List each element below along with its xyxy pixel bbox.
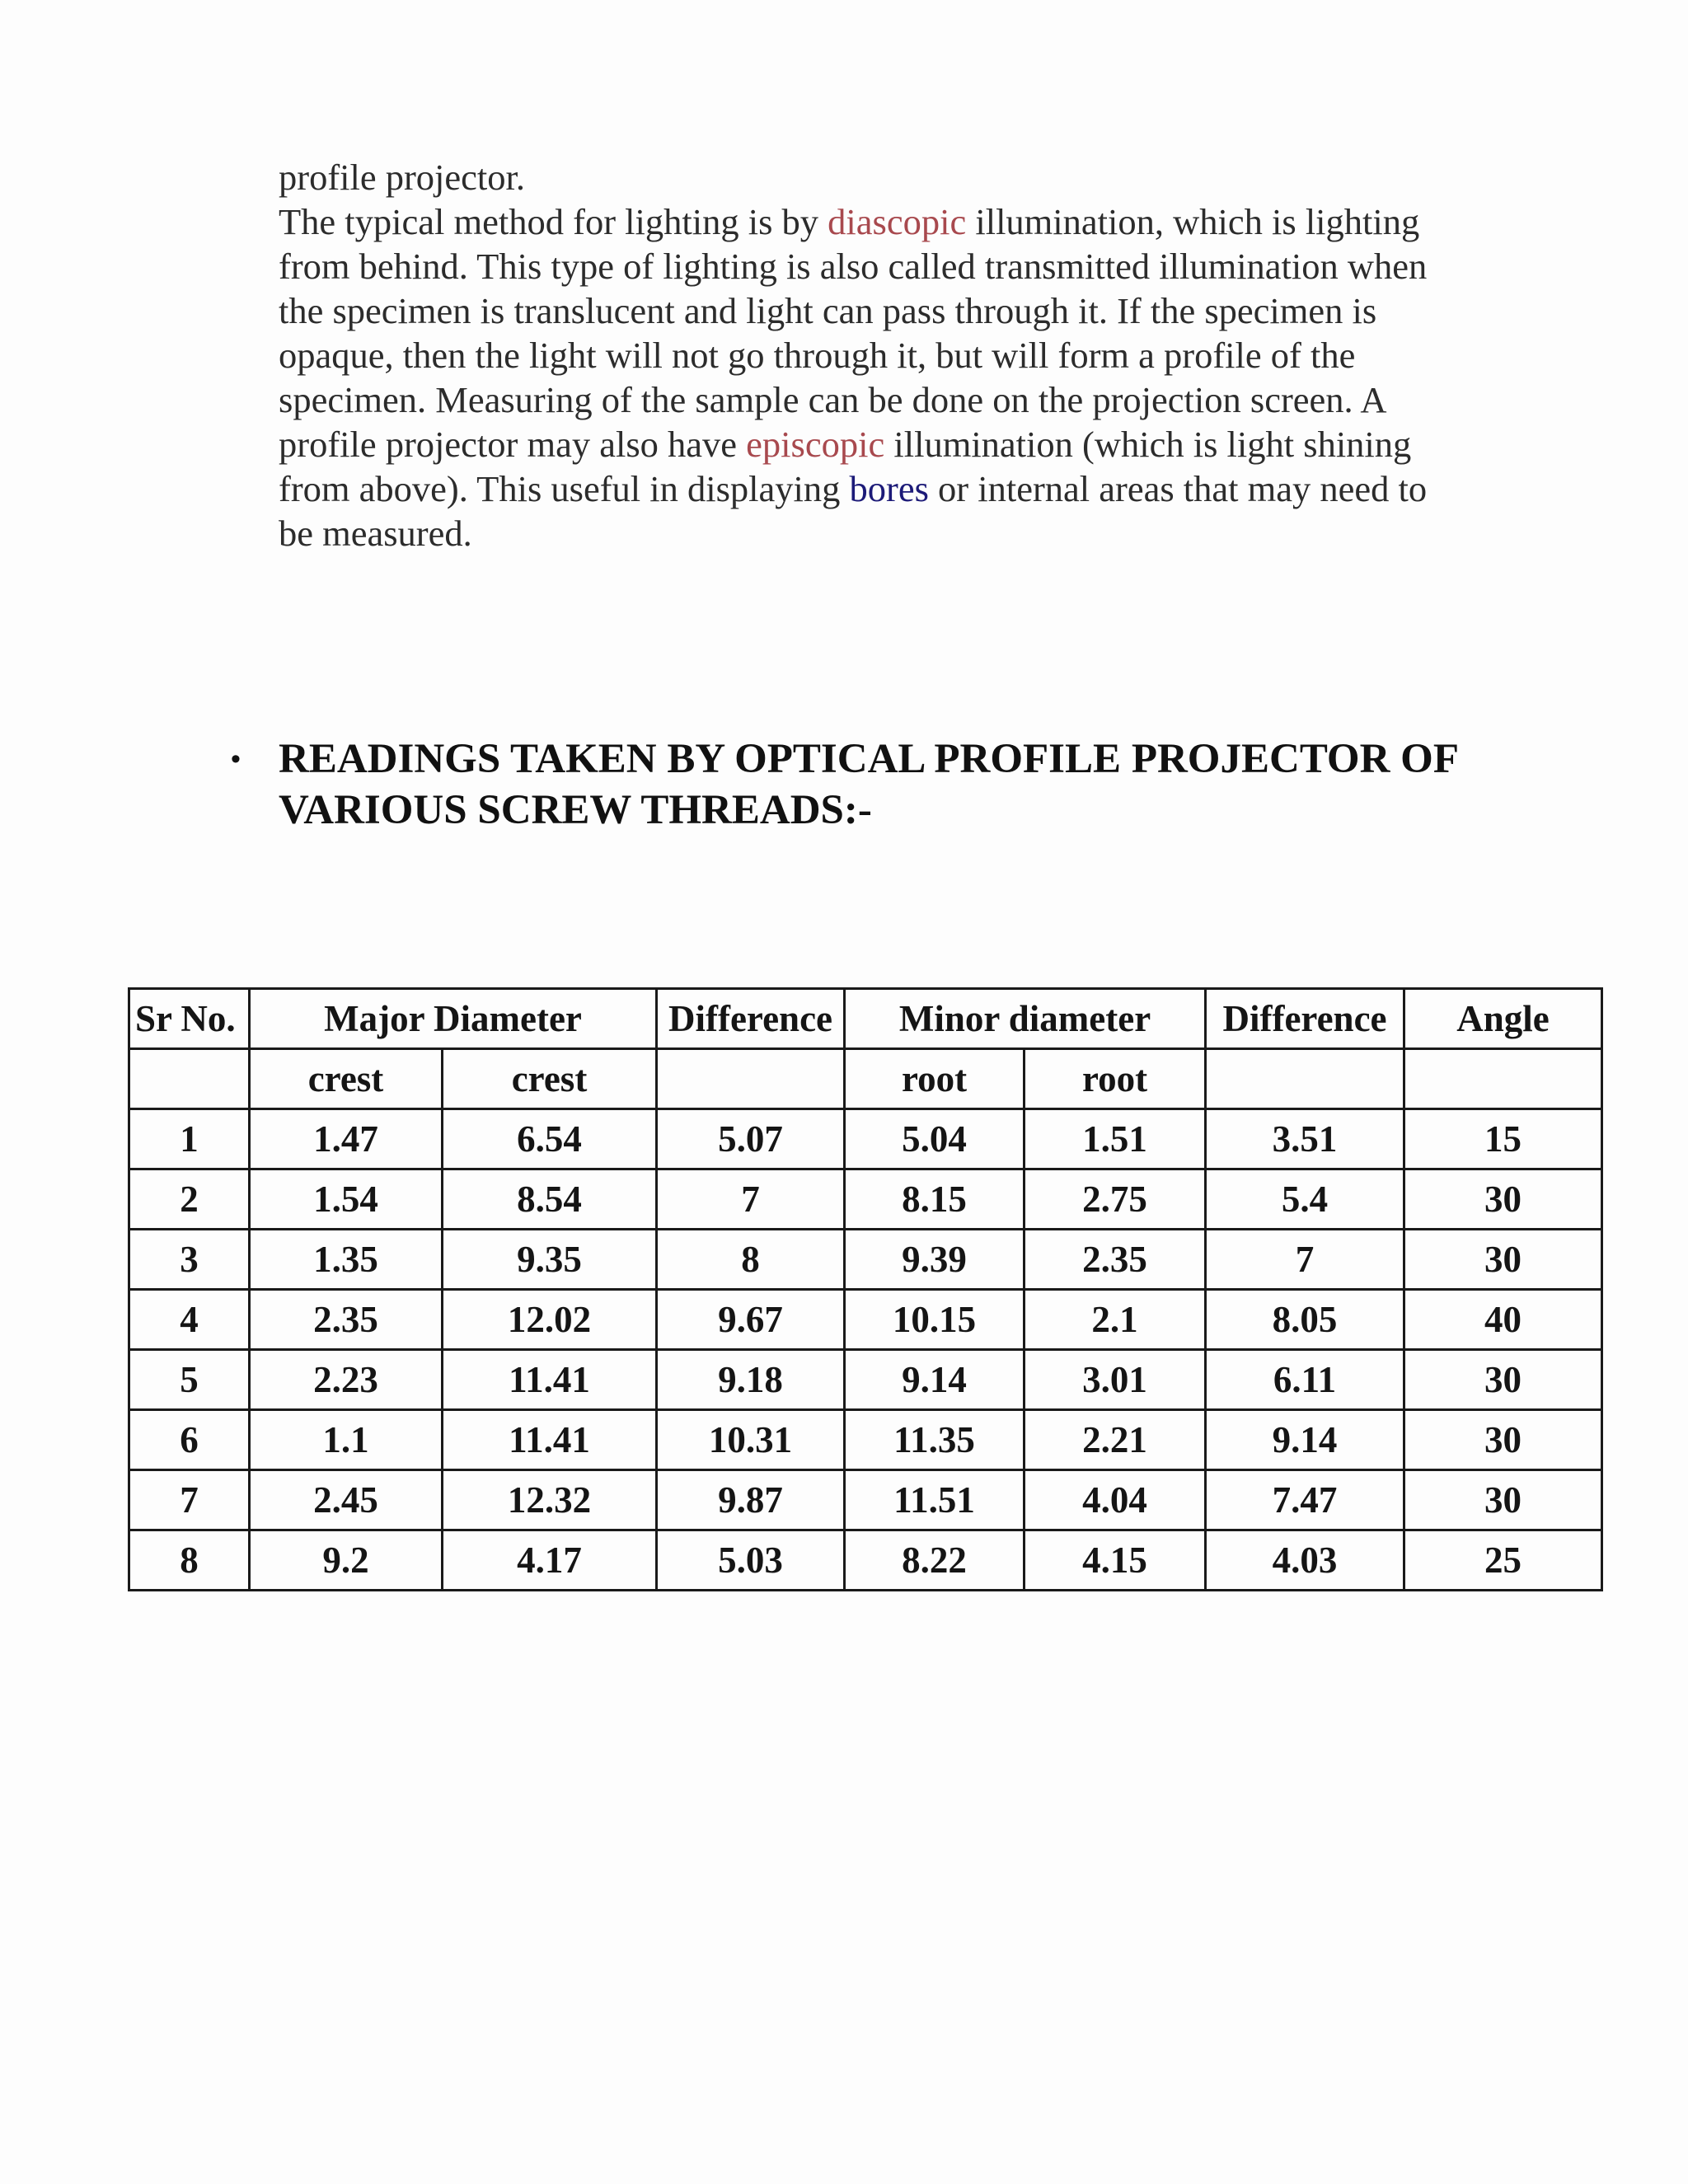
subheader-cell [129,1049,250,1109]
table-row [129,1470,1602,1530]
cell-major-crest: 1.1 [250,1410,443,1470]
readings-table-body [129,989,1602,1591]
table-row [129,1109,1602,1169]
cell-minor-root: 11.35 [845,1410,1025,1470]
table-row [129,1410,1602,1470]
header-angle: Angle [1404,989,1602,1049]
cell-major-crest: 11.41 [443,1350,657,1410]
diascopic-link[interactable]: diascopic [828,201,967,242]
cell-major-crest: 2.45 [250,1470,443,1530]
paragraph-line: opaque, then the light will not go through it, but will form a profile of the [279,335,1356,376]
paragraph-line: the specimen is translucent and light can pass through it. If the specimen is [279,290,1377,331]
paragraph-text: The typical method for lighting is by [279,201,828,242]
paragraph-line: profile projector. [279,157,526,198]
cell-difference: 5.03 [657,1530,845,1591]
cell-major-crest: 12.32 [443,1470,657,1530]
cell-minor-root: 5.04 [845,1109,1025,1169]
readings-table [128,987,1603,1591]
cell-difference: 6.11 [1206,1350,1404,1410]
header-minor-diameter: Minor diameter [845,989,1206,1049]
cell-angle: 25 [1404,1530,1602,1591]
table-row [129,1350,1602,1410]
cell-minor-root: 1.51 [1025,1109,1206,1169]
cell-minor-root: 4.15 [1025,1530,1206,1591]
bullet-icon: • [231,743,241,775]
subheader-crest: crest [250,1049,443,1109]
subheader-root: root [1025,1049,1206,1109]
paragraph-line [279,466,1498,511]
cell-sr-no: 3 [129,1230,250,1290]
cell-major-crest: 9.35 [443,1230,657,1290]
paragraph-text: profile projector may also have [279,424,747,465]
table-row [129,1169,1602,1230]
paragraph-line: specimen. Measuring of the sample can be done on the projection screen. A [279,379,1387,420]
cell-minor-root: 11.51 [845,1470,1025,1530]
cell-minor-root: 2.75 [1025,1169,1206,1230]
subheader-cell [1404,1049,1602,1109]
table-row [129,1230,1602,1290]
cell-sr-no: 8 [129,1530,250,1591]
table-subheader-row [129,1049,1602,1109]
cell-minor-root: 2.1 [1025,1290,1206,1350]
cell-major-crest: 1.35 [250,1230,443,1290]
cell-minor-root: 9.14 [845,1350,1025,1410]
header-major-diameter: Major Diameter [250,989,657,1049]
header-difference: Difference [657,989,845,1049]
cell-difference: 9.67 [657,1290,845,1350]
cell-angle: 30 [1404,1230,1602,1290]
cell-difference: 9.87 [657,1470,845,1530]
cell-difference: 9.18 [657,1350,845,1410]
subheader-cell [657,1049,845,1109]
cell-sr-no: 6 [129,1410,250,1470]
cell-sr-no: 1 [129,1109,250,1169]
cell-angle: 15 [1404,1109,1602,1169]
bores-link[interactable]: bores [849,468,929,509]
cell-sr-no: 4 [129,1290,250,1350]
cell-angle: 30 [1404,1169,1602,1230]
episcopic-link[interactable]: episcopic [746,424,885,465]
paragraph-text: illumination (which is light shining [884,424,1412,465]
cell-minor-root: 3.01 [1025,1350,1206,1410]
paragraph-line [279,199,1498,244]
cell-minor-root: 10.15 [845,1290,1025,1350]
header-difference: Difference [1206,989,1404,1049]
cell-minor-root: 4.04 [1025,1470,1206,1530]
subheader-crest: crest [443,1049,657,1109]
cell-angle: 30 [1404,1410,1602,1470]
cell-sr-no: 7 [129,1470,250,1530]
cell-major-crest: 1.47 [250,1109,443,1169]
cell-major-crest: 11.41 [443,1410,657,1470]
cell-difference: 9.14 [1206,1410,1404,1470]
cell-angle: 30 [1404,1350,1602,1410]
paragraph-line: be measured. [279,513,472,554]
cell-difference: 4.03 [1206,1530,1404,1591]
cell-major-crest: 4.17 [443,1530,657,1591]
cell-difference: 3.51 [1206,1109,1404,1169]
cell-major-crest: 2.35 [250,1290,443,1350]
cell-major-crest: 2.23 [250,1350,443,1410]
cell-difference: 10.31 [657,1410,845,1470]
cell-difference: 5.07 [657,1109,845,1169]
cell-minor-root: 9.39 [845,1230,1025,1290]
cell-sr-no: 2 [129,1169,250,1230]
table-row [129,1530,1602,1591]
cell-major-crest: 6.54 [443,1109,657,1169]
cell-difference: 8.05 [1206,1290,1404,1350]
paragraph-text: or internal areas that may need to [928,468,1428,509]
table-header-row [129,989,1602,1049]
cell-major-crest: 8.54 [443,1169,657,1230]
cell-difference: 5.4 [1206,1169,1404,1230]
cell-angle: 30 [1404,1470,1602,1530]
cell-major-crest: 12.02 [443,1290,657,1350]
paragraph-line: from behind. This type of lighting is also called transmitted illumination when [279,246,1428,287]
cell-difference: 7 [1206,1230,1404,1290]
body-paragraph [279,155,1498,555]
table-row [129,1290,1602,1350]
paragraph-text: illumination, which is lighting [966,201,1420,242]
subheader-root: root [845,1049,1025,1109]
cell-major-crest: 9.2 [250,1530,443,1591]
cell-difference: 8 [657,1230,845,1290]
paragraph-line [279,422,1498,466]
paragraph-text: from above). This useful in displaying [279,468,850,509]
cell-sr-no: 5 [129,1350,250,1410]
cell-minor-root: 2.35 [1025,1230,1206,1290]
cell-minor-root: 8.22 [845,1530,1025,1591]
cell-minor-root: 8.15 [845,1169,1025,1230]
cell-major-crest: 1.54 [250,1169,443,1230]
section-heading: READINGS TAKEN BY OPTICAL PROFILE PROJECTOR OF VARIOUS SCREW THREADS:- [279,736,1459,833]
subheader-cell [1206,1049,1404,1109]
cell-minor-root: 2.21 [1025,1410,1206,1470]
cell-difference: 7.47 [1206,1470,1404,1530]
section-heading-row [231,733,1550,836]
cell-difference: 7 [657,1169,845,1230]
header-sr-no: Sr No. [129,989,250,1049]
cell-angle: 40 [1404,1290,1602,1350]
